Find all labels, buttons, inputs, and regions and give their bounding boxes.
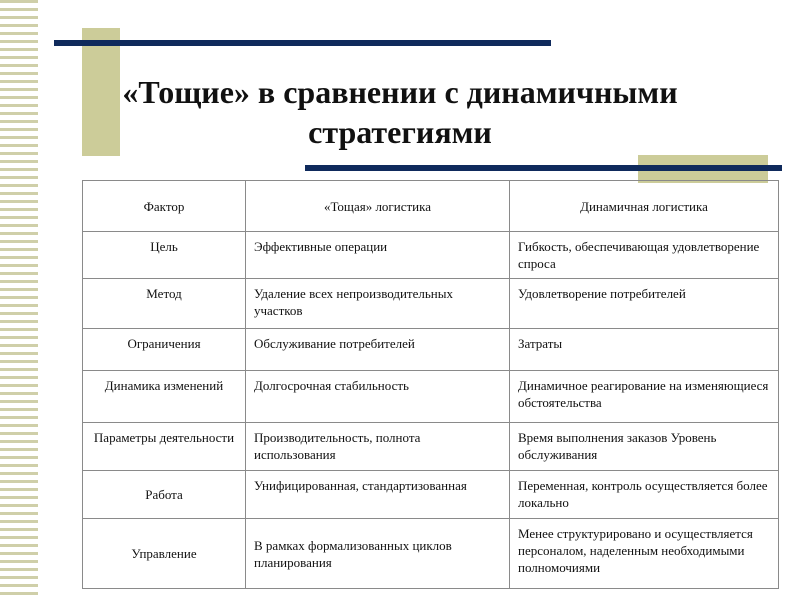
cell-factor: Цель <box>83 232 246 279</box>
cell-lean: В рамках формализованных циклов планирования <box>246 519 510 589</box>
cell-dynamic: Гибкость, обеспечивающая удовлетворение спроса <box>510 232 779 279</box>
table-row <box>83 519 779 589</box>
slide-title <box>60 72 740 152</box>
cell-dynamic: Переменная, контроль осуществляется более локально <box>510 471 779 519</box>
table-row <box>83 329 779 371</box>
comparison-table <box>82 180 779 589</box>
header-dynamic: Динамичная логистика <box>510 181 779 232</box>
left-stripe-decoration <box>0 0 38 600</box>
cell-dynamic: Затраты <box>510 329 779 371</box>
cell-dynamic: Менее структурировано и осуществляется персоналом, наделенным необходимыми полномочиями <box>510 519 779 589</box>
cell-lean: Эффективные операции <box>246 232 510 279</box>
cell-lean: Обслуживание потребителей <box>246 329 510 371</box>
cell-dynamic: Время выполнения заказов Уровень обслуживания <box>510 423 779 471</box>
cell-factor: Ограничения <box>83 329 246 371</box>
header-factor: Фактор <box>83 181 246 232</box>
cell-factor: Метод <box>83 279 246 329</box>
slide-title-line1: «Тощие» в сравнении с динамичными <box>122 74 678 110</box>
cell-lean: Унифицированная, стандартизованная <box>246 471 510 519</box>
right-navy-bar <box>305 165 782 171</box>
table-row <box>83 471 779 519</box>
cell-factor: Параметры деятельности <box>83 423 246 471</box>
cell-lean: Производительность, полнота использования <box>246 423 510 471</box>
top-navy-bar <box>54 40 551 46</box>
cell-dynamic: Динамичное реагирование на изменяющиеся обстоятельства <box>510 371 779 423</box>
header-lean: «Тощая» логистика <box>246 181 510 232</box>
table-row <box>83 232 779 279</box>
table-row <box>83 423 779 471</box>
cell-lean: Долгосрочная стабильность <box>246 371 510 423</box>
cell-dynamic: Удовлетворение потребителей <box>510 279 779 329</box>
cell-factor: Динамика изменений <box>83 371 246 423</box>
slide-title-line2: стратегиями <box>308 114 492 150</box>
cell-factor: Работа <box>83 471 246 519</box>
cell-lean: Удаление всех непроизводительных участков <box>246 279 510 329</box>
table-header-row <box>83 181 779 232</box>
cell-factor: Управление <box>83 519 246 589</box>
table-row <box>83 279 779 329</box>
table-row <box>83 371 779 423</box>
